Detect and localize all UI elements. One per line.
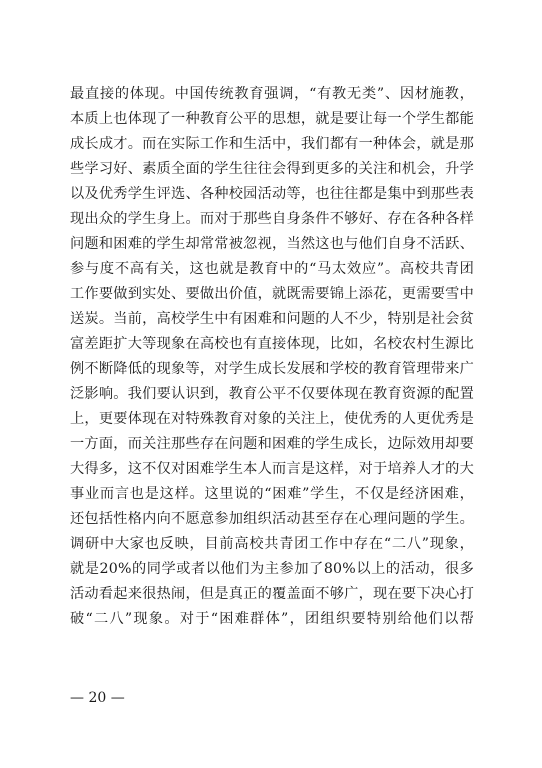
text-line: 就是20%的同学或者以他们为主参加了80%以上的活动，很多 [70, 561, 474, 577]
text-line: 以及优秀学生评选、各种校园活动等，也往往都是集中到那些表 [70, 186, 474, 202]
text-line: 大得多，这不仅对困难学生本人而言是这样，对于培养人才的大 [70, 461, 474, 477]
text-line: 例不断降低的现象等，对学生成长发展和学校的教育管理带来广 [70, 361, 474, 377]
text-line: 工作要做到实处、要做出价值，就既需要锦上添花，更需要雪中 [70, 286, 474, 302]
text-line: 些学习好、素质全面的学生往往会得到更多的关注和机会，升学 [70, 161, 474, 177]
text-line: 参与度不高有关，这也就是教育中的“马太效应”。高校共青团 [70, 261, 474, 277]
text-line: 成长成才。而在实际工作和生活中，我们都有一种体会，就是那 [70, 136, 474, 152]
text-line: 富差距扩大等现象在高校也有直接体现，比如，名校农村生源比 [70, 336, 474, 352]
text-line: 现出众的学生身上。而对于那些自身条件不够好、存在各种各样 [70, 211, 474, 227]
text-line: 活动看起来很热闹，但是真正的覆盖面不够广，现在要下决心打 [70, 586, 474, 602]
text-line: 事业而言也是这样。这里说的“困难”学生，不仅是经济困难， [70, 486, 474, 502]
page-number: — 20 — [70, 690, 125, 706]
text-line: 最直接的体现。中国传统教育强调，“有教无类”、因材施教， [70, 86, 474, 102]
text-line: 破“二八”现象。对于“困难群体”，团组织要特别给他们以帮 [70, 611, 474, 627]
text-line: 调研中大家也反映，目前高校共青团工作中存在“二八”现象， [70, 536, 474, 552]
body-paragraph [70, 82, 474, 632]
text-line: 问题和困难的学生却常常被忽视，当然这也与他们自身不活跃、 [70, 236, 474, 252]
text-line: 一方面，而关注那些存在问题和困难的学生成长，边际效用却要 [70, 436, 474, 452]
text-line: 还包括性格内向不愿意参加组织活动甚至存在心理问题的学生。 [70, 511, 474, 527]
text-line: 本质上也体现了一种教育公平的思想，就是要让每一个学生都能 [70, 111, 474, 127]
text-line: 上，更要体现在对特殊教育对象的关注上，使优秀的人更优秀是 [70, 411, 474, 427]
text-line: 泛影响。我们要认识到，教育公平不仅要体现在教育资源的配置 [70, 386, 474, 402]
text-line: 送炭。当前，高校学生中有困难和问题的人不少，特别是社会贫 [70, 311, 474, 327]
